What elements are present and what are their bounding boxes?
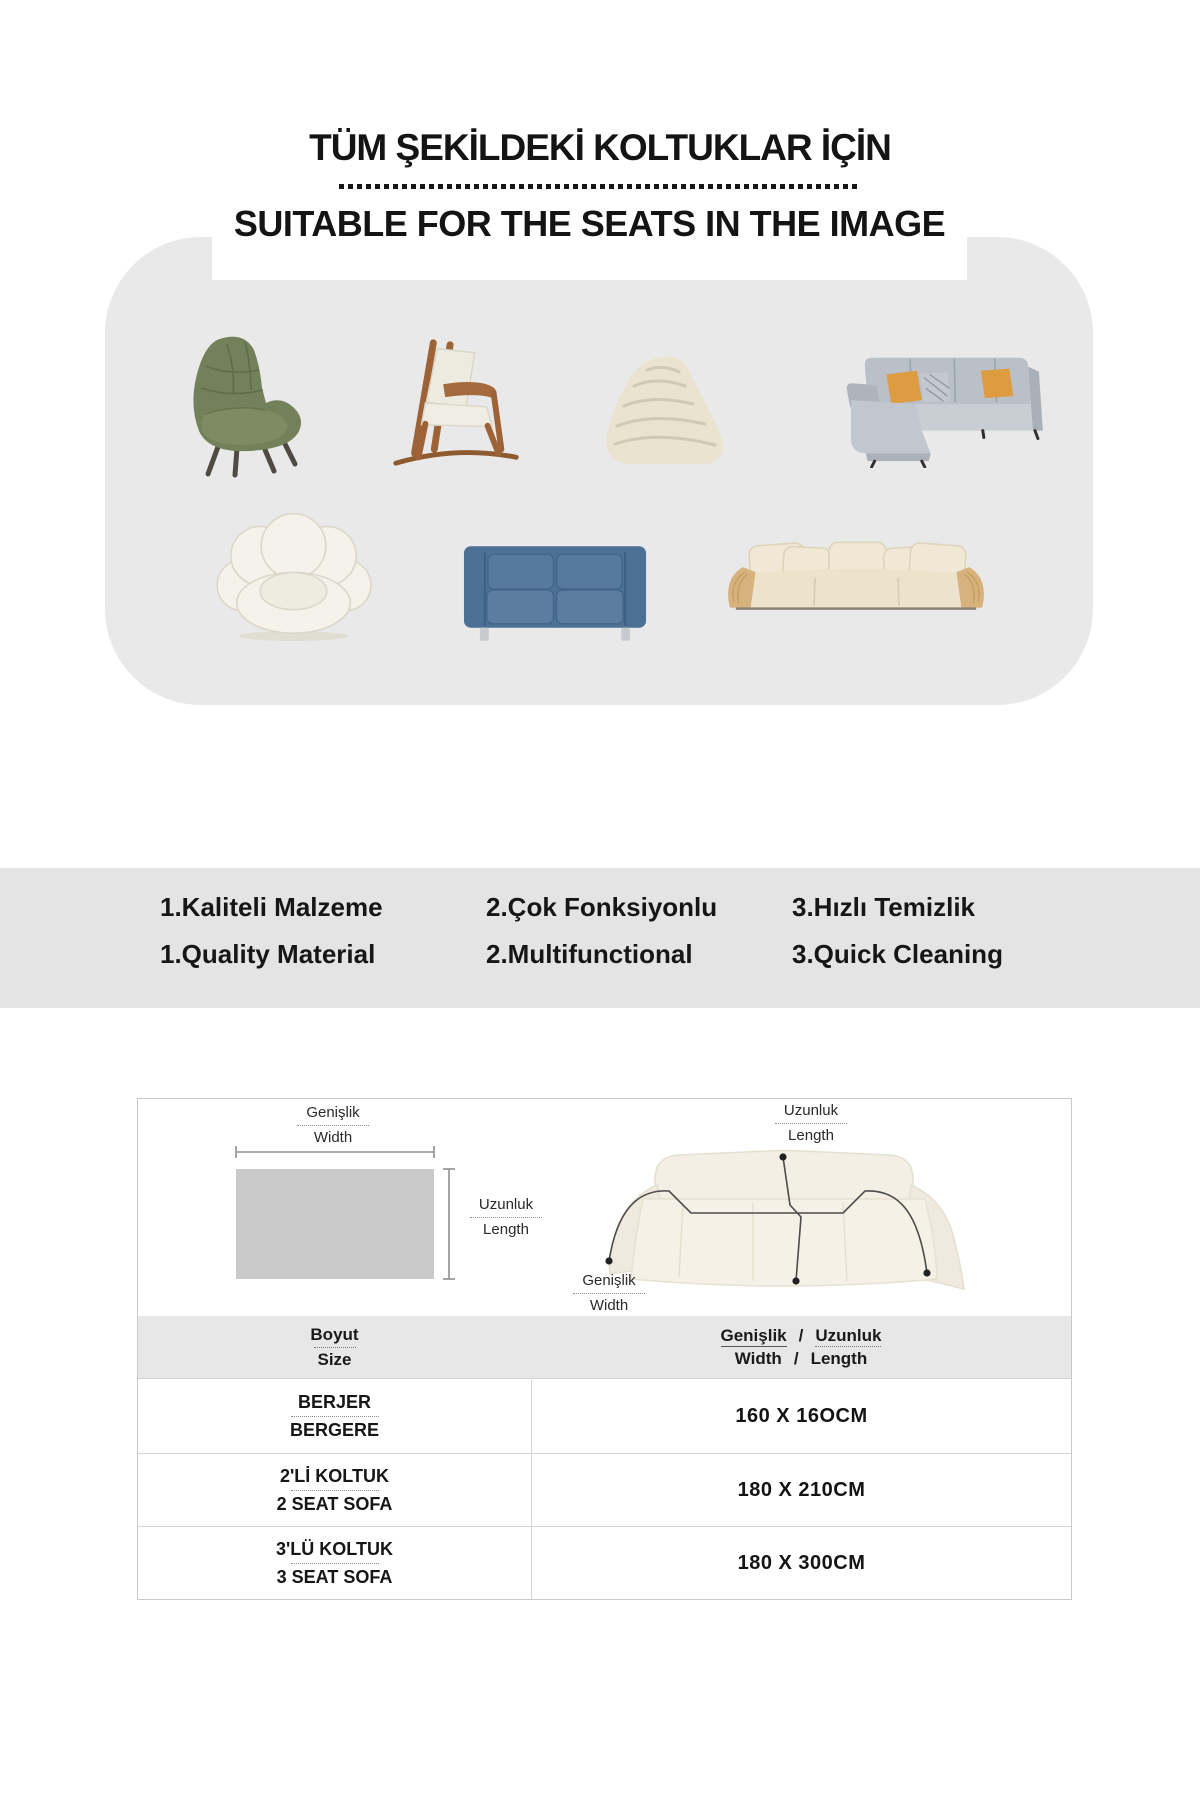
pumpkin-lounge-chair-icon — [213, 501, 375, 643]
label-divider — [573, 1293, 645, 1294]
dotted-divider — [339, 184, 861, 189]
label-divider — [291, 1563, 379, 1564]
wooden-rocking-chair-icon — [382, 328, 530, 478]
feature-cleaning — [792, 884, 1003, 978]
size-table-header — [138, 1316, 1071, 1379]
sofa-width-label — [559, 1271, 659, 1316]
sectional-sofa-image — [835, 345, 1047, 468]
feature-cleaning-tr: 3.Hızlı Temizlik — [792, 892, 976, 922]
row-value-bergere: 160 X 16OCM — [531, 1380, 1071, 1453]
label-divider — [775, 1123, 847, 1124]
feature-cleaning-en: 3.Quick Cleaning — [792, 939, 1003, 969]
size-chart-section — [137, 1098, 1072, 1600]
flat-length-label-tr: Uzunluk — [478, 1196, 534, 1213]
feature-multifunctional-en: 2.Multifunctional — [486, 939, 693, 969]
measurement-diagram — [138, 1099, 1071, 1316]
feature-quality — [160, 884, 383, 978]
label-divider — [314, 1347, 356, 1348]
feature-quality-en: 1.Quality Material — [160, 939, 376, 969]
row-value-2-seat: 180 X 210CM — [531, 1454, 1071, 1527]
blue-two-seat-sofa-icon — [458, 536, 652, 644]
green-wingback-armchair-icon — [175, 328, 315, 478]
dim-length-tr: Uzunluk — [815, 1326, 882, 1345]
row-label-tr: 3'LÜ KOLTUK — [276, 1539, 393, 1560]
flat-length-label — [456, 1195, 556, 1240]
table-row-2-seat — [138, 1454, 1071, 1528]
page-title: TÜM ŞEKİLDEKİ KOLTUKLAR İÇİN — [309, 127, 891, 168]
sofa-width-label-tr: Genişlik — [582, 1272, 636, 1289]
dimensions-column-header — [531, 1316, 1071, 1378]
dim-slash: / — [798, 1326, 804, 1345]
size-column-header-tr: Boyut — [310, 1324, 359, 1344]
wooden-rocking-chair-image — [382, 328, 530, 478]
l-shaped-sectional-sofa-icon — [835, 345, 1047, 468]
features-band — [0, 868, 1200, 1008]
feature-multifunctional-tr: 2.Çok Fonksiyonlu — [486, 892, 718, 922]
label-divider — [291, 1490, 379, 1491]
table-row-3-seat — [138, 1527, 1071, 1600]
row-value-3-seat: 180 X 300CM — [531, 1527, 1071, 1600]
row-label-tr: BERJER — [297, 1391, 372, 1412]
beige-three-seat-sofa-icon — [720, 534, 992, 622]
flat-width-label — [278, 1103, 388, 1148]
togo-lounge-chair-image — [595, 346, 745, 471]
label-divider — [470, 1217, 542, 1218]
row-label-en: 3 SEAT SOFA — [276, 1567, 393, 1588]
row-label-2-seat — [138, 1454, 531, 1527]
flat-length-label-en: Length — [483, 1221, 529, 1238]
blue-two-seat-sofa-image — [458, 536, 652, 644]
sofa-length-label-tr: Uzunluk — [783, 1102, 839, 1119]
label-divider — [291, 1416, 379, 1417]
row-label-3-seat — [138, 1527, 531, 1600]
dimensions-header-line-tr — [721, 1326, 882, 1347]
flat-width-label-tr: Genişlik — [306, 1104, 360, 1121]
beige-three-seat-sofa-image — [720, 534, 992, 622]
flat-width-label-en: Width — [313, 1129, 353, 1146]
size-column-header — [138, 1316, 531, 1378]
table-row-bergere — [138, 1380, 1071, 1454]
feature-multifunctional — [486, 884, 717, 978]
subtitle-box — [212, 190, 967, 280]
row-label-tr: 2'Lİ KOLTUK — [280, 1465, 389, 1486]
dimensions-header-line-en — [735, 1349, 867, 1368]
row-label-bergere — [138, 1380, 531, 1453]
dim-width-tr: Genişlik — [720, 1326, 787, 1345]
togo-lounge-chair-icon — [595, 346, 745, 471]
green-wingback-armchair-image — [175, 328, 315, 478]
pumpkin-lounge-chair-image — [213, 501, 375, 643]
feature-quality-tr: 1.Kaliteli Malzeme — [160, 892, 383, 922]
subtitle: SUITABLE FOR THE SEATS IN THE IMAGE — [233, 203, 946, 244]
sofa-length-label — [761, 1101, 861, 1146]
sofa-width-label-en: Width — [589, 1297, 629, 1314]
label-divider — [297, 1125, 369, 1126]
row-label-en: BERGERE — [289, 1419, 379, 1440]
row-label-en: 2 SEAT SOFA — [276, 1493, 393, 1514]
size-column-header-en: Size — [317, 1349, 352, 1369]
sofa-length-label-en: Length — [788, 1127, 834, 1144]
dim-width-en: Width — [734, 1349, 782, 1368]
dim-slash: / — [793, 1349, 799, 1368]
size-table-rows — [138, 1380, 1071, 1600]
dim-length-en: Length — [810, 1349, 868, 1368]
